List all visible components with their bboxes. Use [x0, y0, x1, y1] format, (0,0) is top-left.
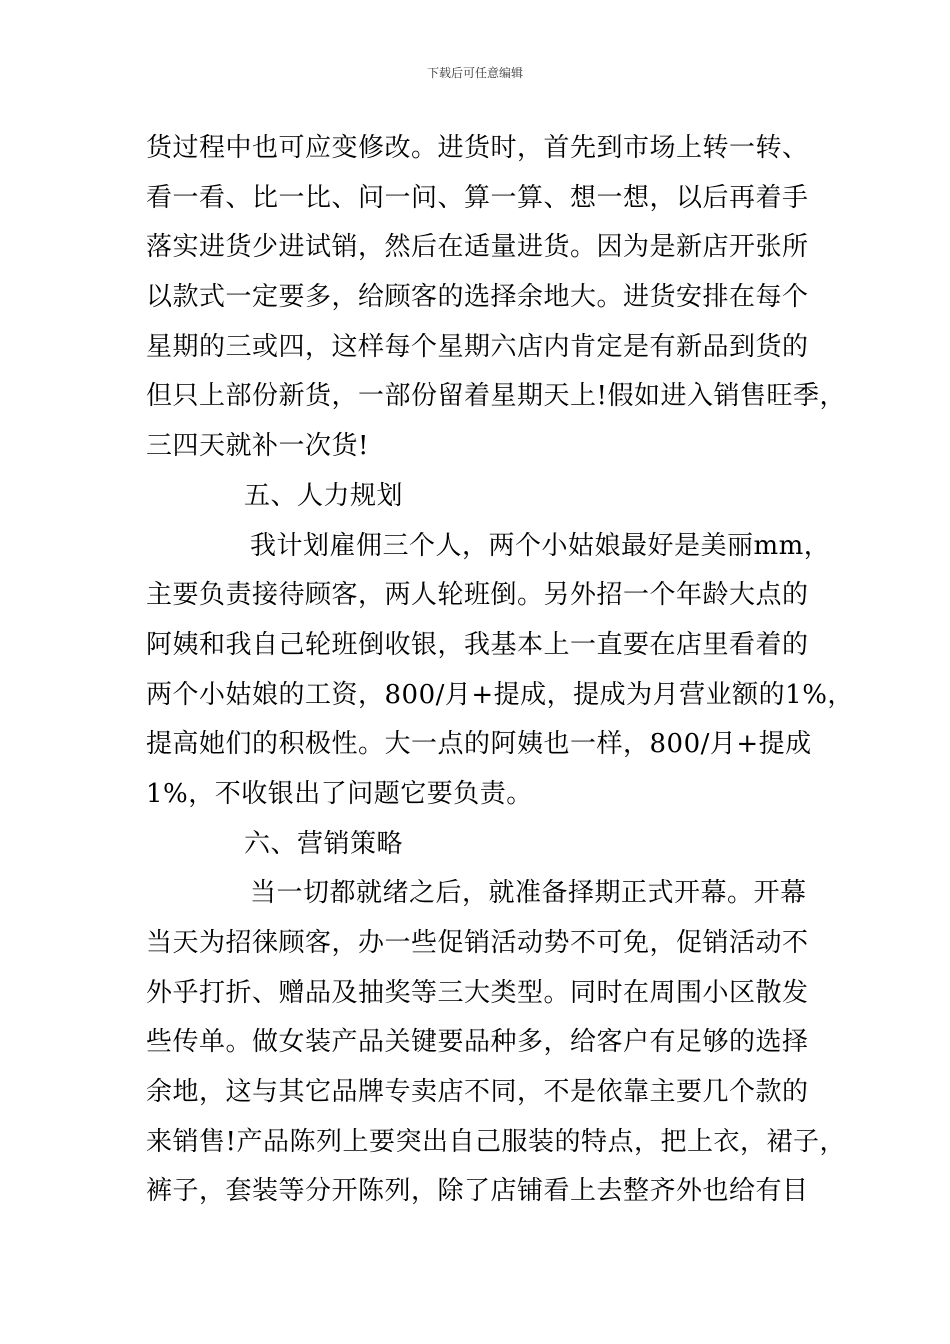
text-line: 看一看、比一比、问一问、算一算、想一想，以后再着手: [146, 182, 809, 213]
page-header: 下载后可任意编辑: [426, 66, 523, 80]
text-line: 落实进货少进试销，然后在适量进货。因为是新店开张所: [146, 232, 809, 263]
text-line: 三四天就补一次货!: [146, 431, 369, 462]
text-line: 两个小姑娘的工资，800/月+提成，提成为月营业额的1%，: [146, 679, 854, 710]
paragraph-first-line: 当一切都就绪之后，就准备择期正式开幕。开幕: [250, 878, 807, 909]
text-line: 主要负责接待顾客，两人轮班倒。另外招一个年龄大点的: [146, 580, 809, 611]
section-heading-staffing: 五、人力规划: [244, 480, 404, 511]
text-line: 余地，这与其它品牌专卖店不同，不是依靠主要几个款的: [146, 1077, 809, 1108]
text-line: 星期的三或四，这样每个星期六店内肯定是有新品到货的: [146, 331, 809, 362]
paragraph-first-line: 我计划雇佣三个人，两个小姑娘最好是美丽mm，: [250, 530, 831, 561]
text-line: 来销售!产品陈列上要突出自己服装的特点，把上衣，裙子，: [146, 1126, 846, 1157]
text-line: 阿姨和我自己轮班倒收银，我基本上一直要在店里看着的: [146, 629, 809, 660]
text-line: 货过程中也可应变修改。进货时，首先到市场上转一转、: [146, 133, 809, 163]
text-line: 些传单。做女装产品关键要品种多，给客户有足够的选择: [146, 1027, 809, 1058]
document-body: [146, 124, 854, 1217]
text-line: 提高她们的积极性。大一点的阿姨也一样，800/月+提成: [146, 729, 812, 760]
text-line: 当天为招徕顾客，办一些促销活动势不可免，促销活动不: [146, 928, 809, 958]
text-line: 以款式一定要多，给顾客的选择余地大。进货安排在每个: [146, 282, 809, 313]
text-line: 裤子，套装等分开陈列，除了店铺看上去整齐外也给有目: [146, 1176, 809, 1207]
text-line: 但只上部份新货，一部份留着星期天上!假如进入销售旺季，: [146, 381, 846, 412]
text-line: 外乎打折、赠品及抽奖等三大类型。同时在周围小区散发: [146, 977, 809, 1008]
section-heading-marketing: 六、营销策略: [244, 828, 404, 859]
text-line: 1%，不收银出了问题它要负责。: [146, 778, 533, 809]
